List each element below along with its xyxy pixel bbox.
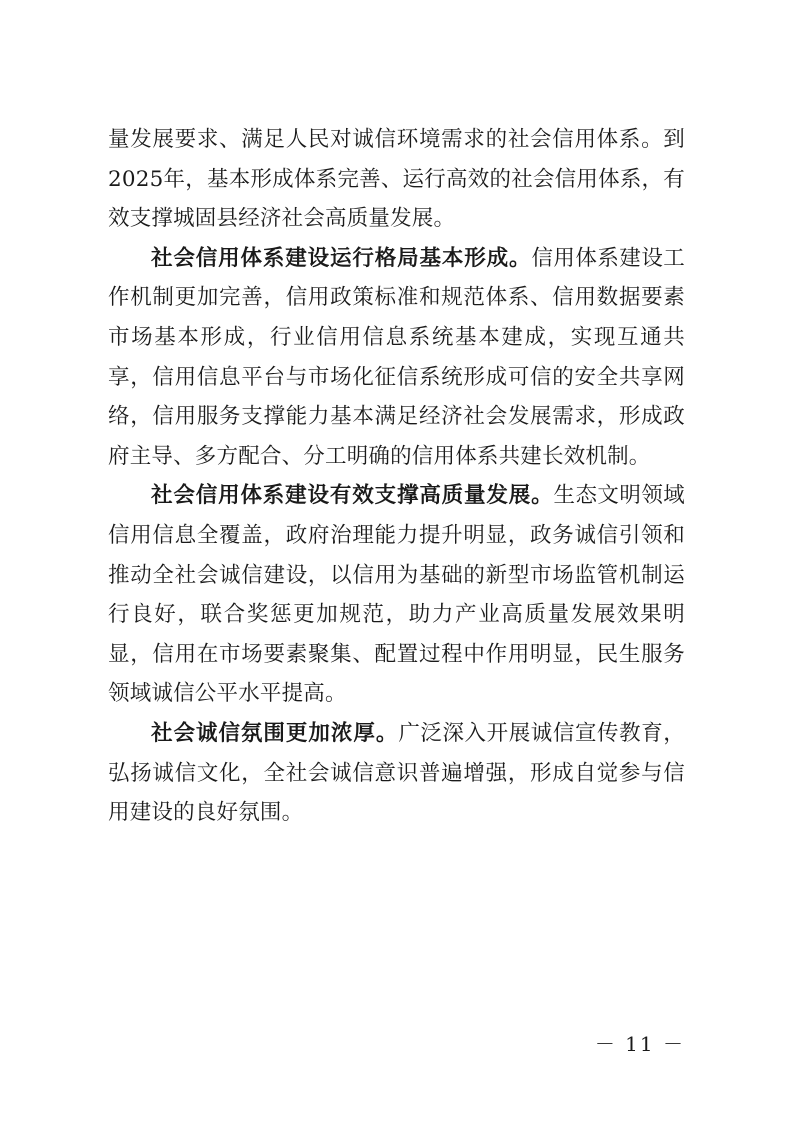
paragraph-heading: 社会信用体系建设运行格局基本形成。 <box>151 245 532 271</box>
paragraph-text: 广泛深入开展诚信宣传教育，弘扬诚信文化，全社会诚信意识普遍增强，形成自觉参与信用建设的良好氛围。 <box>108 720 685 826</box>
paragraph-heading: 社会诚信氛围更加浓厚。 <box>151 720 399 746</box>
paragraph-text: 生态文明领域信用信息全覆盖，政府治理能力提升明显，政务诚信引领和推动全社会诚信建设，以信用为基础的新型市场监管机制运行良好，联合奖惩更加规范，助力产业高质量发展效果明显，信用在市场要素聚集、配置过程中作用明显，民生服务领域诚信公平水平提高。 <box>108 483 686 707</box>
paragraph-text: 信用体系建设工作机制更加完善，信用政策标准和规范体系、信用数据要素市场基本形成，行业信用信息系统基本建成，实现互通共享，信用信息平台与市场化征信系统形成可信的安全共享网络，信用服务支撑能力基本满足经济社会发展需求，形成政府主导、多方配合、分工明确的信用体系共建长效机制。 <box>108 245 686 469</box>
page-number: － 11 － <box>594 1032 685 1056</box>
body-text <box>108 120 685 833</box>
paragraph-credit-system-framework <box>108 239 685 477</box>
paragraph-integrity-atmosphere <box>108 714 685 833</box>
paragraph-high-quality-development <box>108 476 685 714</box>
paragraph-text: 量发展要求、满足人民对诚信环境需求的社会信用体系。到2025年，基本形成体系完善、运行高效的社会信用体系，有效支撑城固县经济社会高质量发展。 <box>108 127 685 232</box>
paragraph-continuation <box>108 120 685 239</box>
paragraph-heading: 社会信用体系建设有效支撑高质量发展。 <box>151 483 554 509</box>
